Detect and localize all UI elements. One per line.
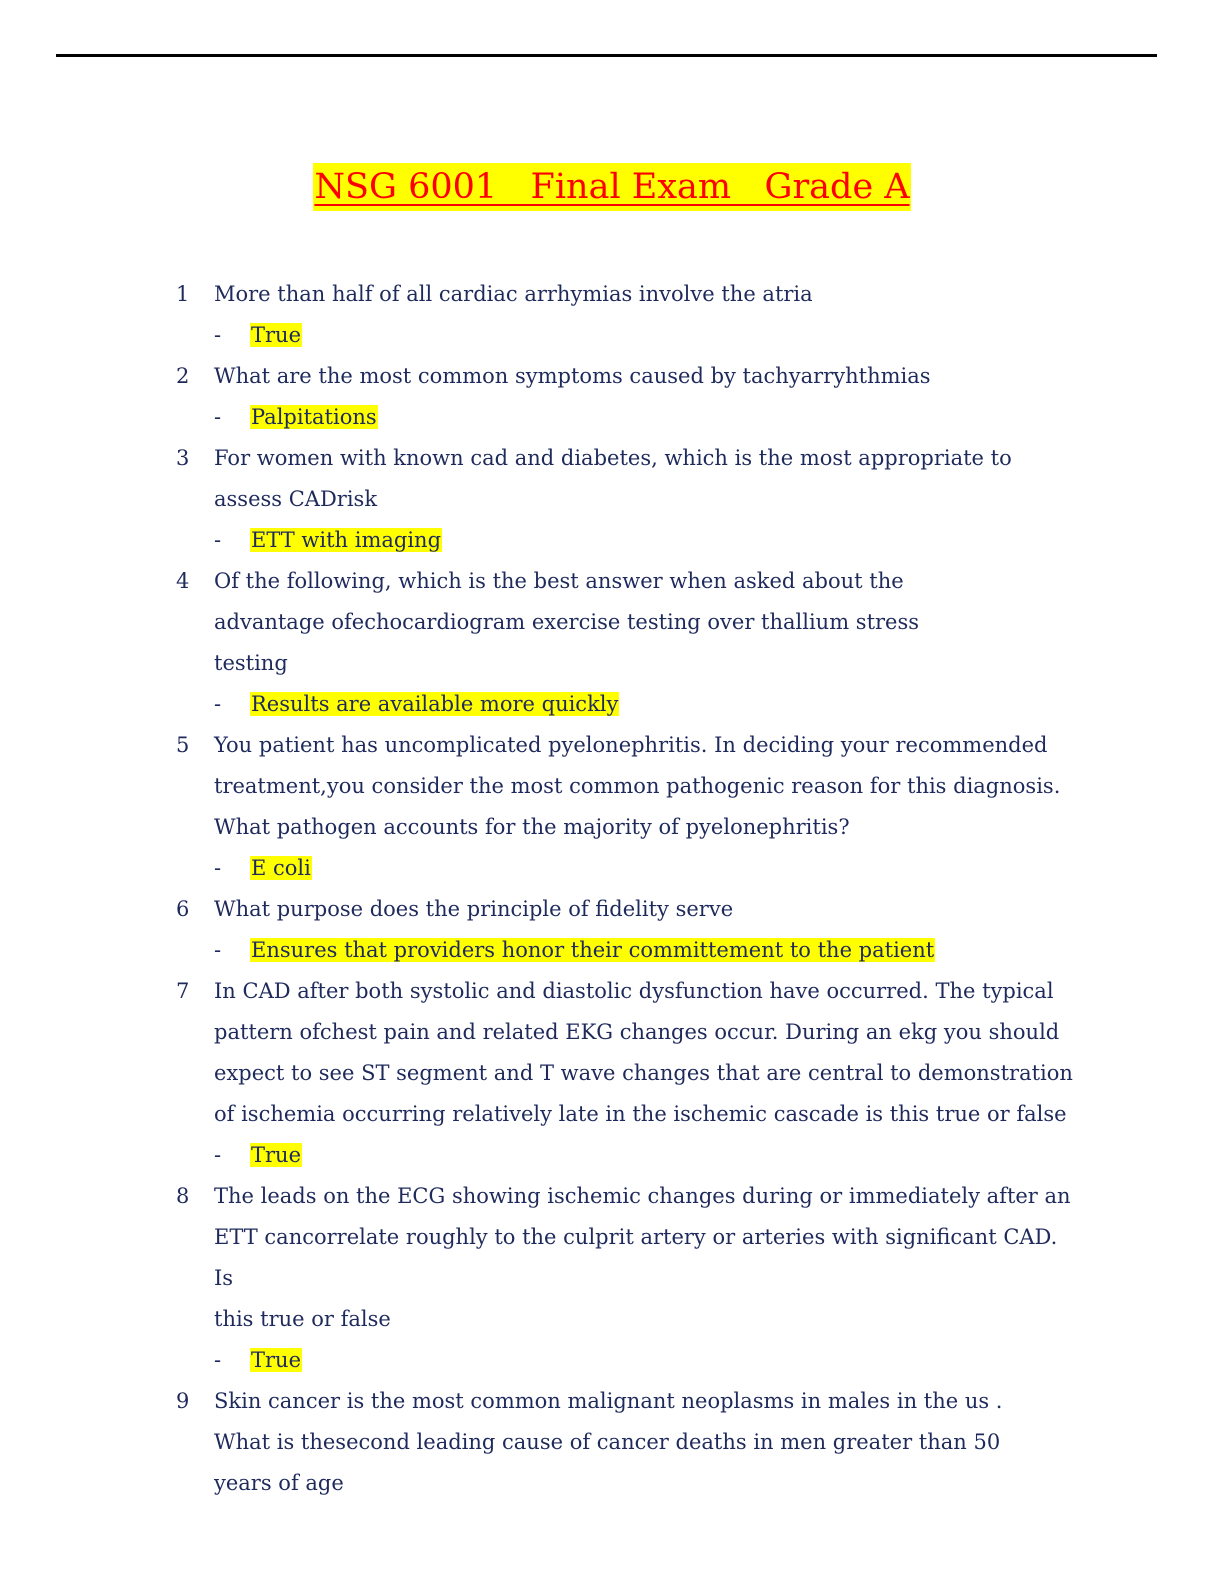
answer-row xyxy=(214,684,1076,725)
top-rule xyxy=(56,54,1157,57)
question-number: 9 xyxy=(176,1389,190,1413)
answer-row xyxy=(214,848,1076,889)
question-line: More than half of all cardiac arrhymias involve the atria xyxy=(214,282,813,306)
answer-dash: - xyxy=(214,856,222,880)
question-item xyxy=(176,274,1076,356)
question-number: 7 xyxy=(176,979,190,1003)
question-line: expect to see ST segment and T wave changes that are central to demonstration xyxy=(214,1061,1073,1085)
answer-text: ETT with imaging xyxy=(251,528,442,552)
question-item xyxy=(176,356,1076,438)
question-item xyxy=(176,438,1076,561)
question-line: You patient has uncomplicated pyelonephritis. In deciding your recommended xyxy=(214,733,1048,757)
question-line: assess CADrisk xyxy=(214,487,378,511)
answer-dash: - xyxy=(214,405,222,429)
question-line: this true or false xyxy=(214,1307,391,1331)
answer-dash: - xyxy=(214,1348,222,1372)
answer-text: True xyxy=(251,1143,301,1167)
question-line: For women with known cad and diabetes, which is the most appropriate to xyxy=(214,446,1012,470)
question-line: treatment,you consider the most common pathogenic reason for this diagnosis. xyxy=(214,774,1061,798)
question-number: 2 xyxy=(176,364,190,388)
question-number: 6 xyxy=(176,897,190,921)
answer-text: Ensures that providers honor their committement to the patient xyxy=(251,938,935,962)
question-line: What pathogen accounts for the majority of pyelonephritis? xyxy=(214,815,850,839)
question-line: What purpose does the principle of fidelity serve xyxy=(214,897,734,921)
question-line: What are the most common symptoms caused by tachyarryhthmias xyxy=(214,364,931,388)
question-line: of ischemia occurring relatively late in the ischemic cascade is this true or false xyxy=(214,1102,1067,1126)
answer-row xyxy=(214,397,1076,438)
answer-row xyxy=(214,520,1076,561)
question-line: ETT cancorrelate roughly to the culprit artery or arteries with significant CAD. Is xyxy=(214,1225,1058,1290)
question-line: Skin cancer is the most common malignant neoplasms in males in the us . xyxy=(214,1389,1003,1413)
question-item xyxy=(176,971,1076,1176)
question-number: 3 xyxy=(176,446,190,470)
question-line: In CAD after both systolic and diastolic dysfunction have occurred. The typical xyxy=(214,979,1054,1003)
question-list xyxy=(176,274,1076,1504)
answer-text: Results are available more quickly xyxy=(251,692,619,716)
question-number: 8 xyxy=(176,1184,190,1208)
question-line: advantage ofechocardiogram exercise testing over thallium stress xyxy=(214,610,920,634)
answer-text: E coli xyxy=(251,856,311,880)
answer-dash: - xyxy=(214,692,222,716)
question-item xyxy=(176,725,1076,889)
answer-dash: - xyxy=(214,323,222,347)
answer-text: True xyxy=(251,1348,301,1372)
question-line: Of the following, which is the best answer when asked about the xyxy=(214,569,904,593)
answer-row xyxy=(214,1135,1076,1176)
question-item xyxy=(176,1176,1076,1381)
question-line: years of age xyxy=(214,1471,344,1495)
question-number: 5 xyxy=(176,733,190,757)
question-number: 4 xyxy=(176,569,190,593)
question-line: What is thesecond leading cause of cancer deaths in men greater than 50 xyxy=(214,1430,1001,1454)
question-line: testing xyxy=(214,651,288,675)
question-number: 1 xyxy=(176,282,190,306)
answer-row xyxy=(214,315,1076,356)
answer-text: Palpitations xyxy=(251,405,377,429)
page-title: NSG 6001 Final Exam Grade A xyxy=(313,163,910,211)
answer-dash: - xyxy=(214,1143,222,1167)
question-item xyxy=(176,889,1076,971)
question-item xyxy=(176,1381,1076,1504)
answer-dash: - xyxy=(214,938,222,962)
answer-row xyxy=(214,1340,1076,1381)
title-container xyxy=(0,163,1224,211)
question-line: The leads on the ECG showing ischemic changes during or immediately after an xyxy=(214,1184,1071,1208)
question-line: pattern ofchest pain and related EKG changes occur. During an ekg you should xyxy=(214,1020,1060,1044)
answer-row xyxy=(214,930,1076,971)
answer-dash: - xyxy=(214,528,222,552)
answer-text: True xyxy=(251,323,301,347)
question-item xyxy=(176,561,1076,725)
